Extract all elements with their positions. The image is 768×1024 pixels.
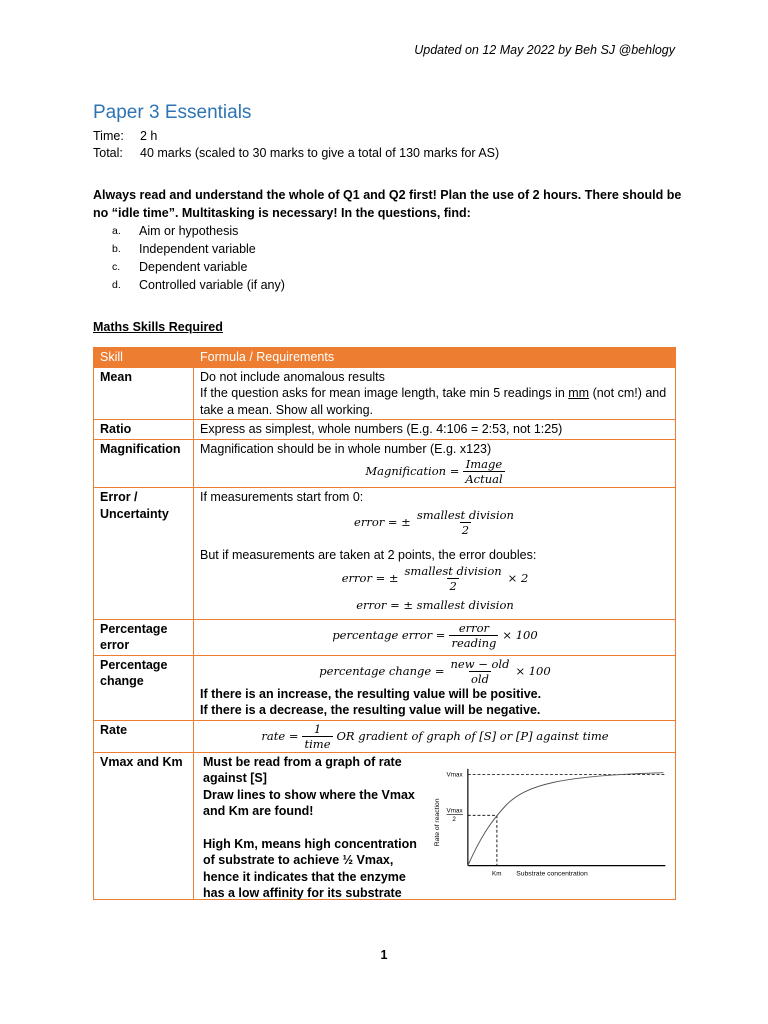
- fraction-denominator: time: [304, 736, 331, 751]
- magnification-cell: [194, 439, 676, 488]
- fraction: [448, 657, 511, 686]
- table-row: [94, 367, 676, 420]
- skill-magnification: Magnification: [94, 439, 194, 488]
- page-title: Paper 3 Essentials: [93, 102, 252, 123]
- table-row: [94, 655, 676, 720]
- time-label: Time:: [93, 129, 124, 143]
- fraction: [463, 457, 504, 486]
- update-note: Updated on 12 May 2022 by Beh SJ @behlogy: [414, 43, 675, 57]
- list-text: Controlled variable (if any): [139, 278, 285, 292]
- list-text: Dependent variable: [139, 260, 248, 274]
- vmax-cell: [194, 752, 676, 899]
- list-item: [112, 276, 285, 294]
- formula-lhs: Magnification =: [365, 464, 460, 479]
- fraction-denominator: Actual: [465, 472, 503, 486]
- fraction-denominator: reading: [451, 635, 497, 650]
- vmax-p3: High Km, means high concentration of substrate to achieve ½ Vmax, hence it indicates that the enzyme has a low affinity for its substrate: [203, 836, 417, 900]
- fraction-numerator: 1: [313, 721, 322, 736]
- table-row: [94, 752, 676, 899]
- ratio-text: Express as simplest, whole numbers (E.g. 4:106 = 2:53, not 1:25): [194, 420, 676, 440]
- list-letter: d.: [112, 279, 121, 291]
- vmax-content: [200, 754, 670, 898]
- skill-error: Error / Uncertainty: [94, 488, 194, 620]
- total-label: Total:: [93, 146, 123, 160]
- fraction: [449, 621, 498, 650]
- list-letter: c.: [112, 261, 121, 273]
- vmax-p1: Must be read from a graph of rate against [S]: [203, 754, 402, 785]
- fraction-numerator: error: [458, 620, 490, 635]
- fraction: [302, 722, 332, 751]
- formula-rhs: OR gradient of graph of [S] or [P] against time: [336, 728, 609, 743]
- intro-paragraph: Always read and understand the whole of Q1 and Q2 first! Plan the use of 2 hours. There should be no “idle time”. Multitasking is necessary! In the questions, find:: [93, 188, 682, 220]
- perc-change-text1: If there is an increase, the resulting value will be positive.: [200, 686, 542, 701]
- rate-formula: [200, 722, 670, 751]
- skill-percentage-error: Percentage error: [94, 619, 194, 655]
- skills-table: [93, 347, 676, 900]
- mean-line1: Do not include anomalous results: [200, 369, 385, 384]
- skill-vmax-km: Vmax and Km: [94, 752, 194, 899]
- x-axis-label: Substrate concentration: [516, 869, 588, 877]
- skill-ratio: Ratio: [94, 420, 194, 440]
- fraction: [403, 564, 504, 593]
- skill-rate: Rate: [94, 720, 194, 752]
- error-formula-3: error = ± smallest division: [356, 598, 514, 612]
- fraction-denominator: 2: [449, 579, 457, 593]
- table-header-row: [94, 348, 676, 368]
- error-formula-2: [200, 564, 670, 593]
- perc-change-text2: If there is a decrease, the resulting value will be negative.: [200, 703, 541, 717]
- header-formula: Formula / Requirements: [194, 348, 676, 368]
- fraction-numerator: Image: [465, 457, 503, 471]
- section-title: Maths Skills Required: [93, 320, 223, 334]
- fraction-denominator: old: [470, 671, 489, 686]
- table-row: [94, 619, 676, 655]
- perc-error-formula: [200, 621, 670, 650]
- y-axis-label: Rate of reaction: [433, 798, 441, 846]
- table-row: [94, 488, 676, 620]
- list-letter: a.: [112, 225, 121, 237]
- table-row: [94, 439, 676, 488]
- fraction-numerator: smallest division: [416, 507, 514, 522]
- total-value: 40 marks (scaled to 30 marks to give a total of 130 marks for AS): [140, 146, 500, 160]
- formula-rhs: × 2: [507, 571, 529, 586]
- rate-cell: [194, 720, 676, 752]
- mean-line2-unit: mm: [568, 386, 590, 400]
- list-text: Independent variable: [139, 242, 256, 256]
- formula-lhs: rate =: [261, 728, 299, 743]
- list-item: [112, 222, 285, 240]
- error-text2: But if measurements are taken at 2 points, the error doubles:: [200, 547, 537, 562]
- mean-line2-b: (not cm!) and take a mean. Show all working.: [200, 386, 667, 417]
- fraction: [415, 508, 516, 537]
- list-text: Aim or hypothesis: [139, 224, 239, 238]
- michaelis-menten-graph: [433, 759, 670, 889]
- magnification-text: Magnification should be in whole number (E.g. x123): [200, 441, 492, 456]
- fraction-numerator: smallest division: [404, 564, 502, 578]
- exam-meta: [93, 128, 499, 162]
- mean-line2: [200, 385, 670, 418]
- vmax-text: [200, 754, 421, 898]
- list-item: [112, 258, 285, 276]
- time-value: 2 h: [140, 129, 158, 143]
- table-row: [94, 720, 676, 752]
- list-item: [112, 240, 285, 258]
- fraction-denominator: 2: [461, 522, 470, 537]
- formula-lhs: error = ±: [341, 571, 399, 586]
- list-letter: b.: [112, 243, 121, 255]
- formula-lhs: error = ±: [354, 514, 411, 529]
- error-text1: If measurements start from 0:: [200, 490, 364, 504]
- skill-percentage-change: Percentage change: [94, 655, 194, 720]
- fraction-numerator: new − old: [450, 656, 510, 671]
- formula-rhs: × 100: [515, 663, 551, 678]
- vmax-label: Vmax: [446, 771, 463, 779]
- table-row: [94, 420, 676, 440]
- magnification-formula: [200, 457, 670, 486]
- error-cell: [194, 488, 676, 620]
- checklist: [112, 222, 285, 294]
- formula-lhs: percentage change =: [319, 663, 445, 678]
- mean-requirements: [194, 367, 676, 420]
- half-vmax-numerator: Vmax: [446, 806, 463, 814]
- formula-lhs: percentage error =: [332, 627, 446, 642]
- perc-change-formula: [200, 657, 670, 686]
- perc-change-cell: [194, 655, 676, 720]
- page-number: 1: [380, 948, 388, 962]
- formula-rhs: × 100: [502, 627, 538, 642]
- mean-line2-a: If the question asks for mean image length, take min 5 readings in: [200, 386, 569, 400]
- vmax-p2: Draw lines to show where the Vmax and Km are found!: [203, 787, 415, 818]
- perc-error-cell: [194, 619, 676, 655]
- error-formula-1: [200, 508, 670, 537]
- skill-mean: Mean: [94, 367, 194, 420]
- header-skill: Skill: [94, 348, 194, 368]
- half-vmax-denominator: 2: [452, 815, 456, 823]
- km-label: Km: [491, 869, 502, 877]
